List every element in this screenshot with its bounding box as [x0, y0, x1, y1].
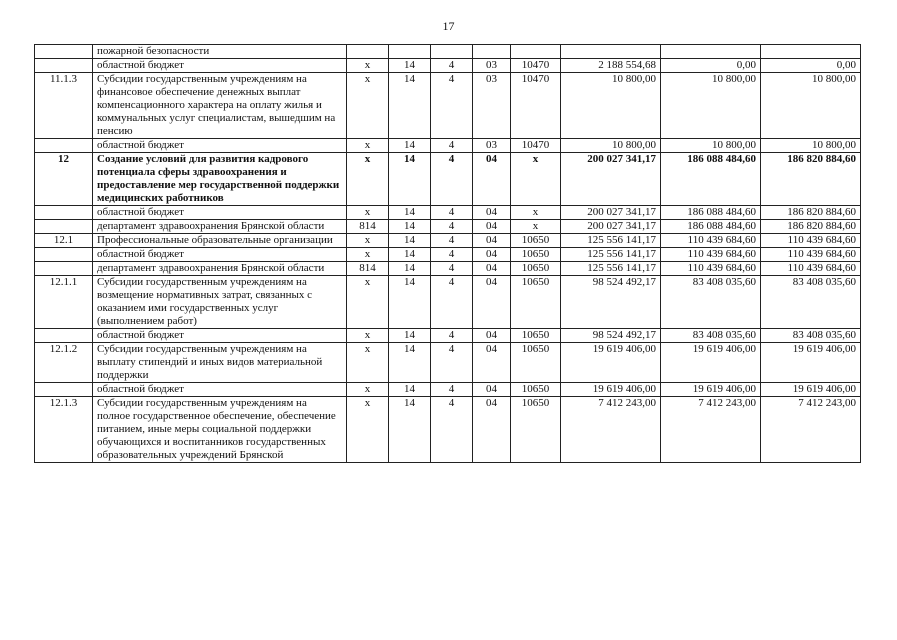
- item-cell: 03: [473, 73, 511, 139]
- code-cell: х: [347, 234, 389, 248]
- amount-year1: 125 556 141,17: [561, 234, 661, 248]
- subsection-cell: [431, 45, 473, 59]
- section-cell: 14: [389, 139, 431, 153]
- subsection-cell: 4: [431, 397, 473, 463]
- row-number: [35, 139, 93, 153]
- item-cell: 03: [473, 59, 511, 73]
- section-cell: 14: [389, 73, 431, 139]
- target-cell: 10470: [511, 139, 561, 153]
- subsection-cell: 4: [431, 248, 473, 262]
- row-number: 12.1.2: [35, 343, 93, 383]
- amount-year3: 19 619 406,00: [761, 383, 861, 397]
- row-name: Субсидии государственным учреждениям на финансовое обеспечение денежных выплат компенсационного характера на оплату жилья и коммунальных услуг специалистам, вышедшим на пенсию: [93, 73, 347, 139]
- table-row: [35, 153, 861, 206]
- amount-year1: 7 412 243,00: [561, 397, 661, 463]
- code-cell: х: [347, 73, 389, 139]
- amount-year1: 19 619 406,00: [561, 343, 661, 383]
- amount-year2: 19 619 406,00: [661, 383, 761, 397]
- target-cell: х: [511, 153, 561, 206]
- code-cell: х: [347, 343, 389, 383]
- amount-year2: 186 088 484,60: [661, 153, 761, 206]
- row-name: областной бюджет: [93, 139, 347, 153]
- code-cell: [347, 45, 389, 59]
- target-cell: 10470: [511, 73, 561, 139]
- row-number: 12.1.3: [35, 397, 93, 463]
- target-cell: [511, 45, 561, 59]
- amount-year2: 110 439 684,60: [661, 262, 761, 276]
- table-row: [35, 262, 861, 276]
- item-cell: [473, 45, 511, 59]
- amount-year3: 186 820 884,60: [761, 153, 861, 206]
- amount-year2: 110 439 684,60: [661, 248, 761, 262]
- target-cell: х: [511, 206, 561, 220]
- amount-year1: [561, 45, 661, 59]
- subsection-cell: 4: [431, 383, 473, 397]
- section-cell: 14: [389, 397, 431, 463]
- row-name: пожарной безопасности: [93, 45, 347, 59]
- amount-year3: 83 408 035,60: [761, 276, 861, 329]
- table-row: [35, 220, 861, 234]
- target-cell: 10650: [511, 276, 561, 329]
- section-cell: 14: [389, 234, 431, 248]
- table-row: [35, 383, 861, 397]
- row-number: [35, 262, 93, 276]
- amount-year1: 200 027 341,17: [561, 206, 661, 220]
- row-number: 12.1: [35, 234, 93, 248]
- row-number: [35, 59, 93, 73]
- subsection-cell: 4: [431, 220, 473, 234]
- table-row: [35, 276, 861, 329]
- table-row: [35, 329, 861, 343]
- amount-year1: 98 524 492,17: [561, 276, 661, 329]
- item-cell: 04: [473, 248, 511, 262]
- table-row: [35, 397, 861, 463]
- section-cell: [389, 45, 431, 59]
- item-cell: 04: [473, 206, 511, 220]
- code-cell: х: [347, 139, 389, 153]
- row-number: [35, 383, 93, 397]
- amount-year1: 98 524 492,17: [561, 329, 661, 343]
- amount-year3: 0,00: [761, 59, 861, 73]
- row-name: Создание условий для развития кадрового потенциала сферы здравоохранения и предоставление мер государственной поддержки медицинских работников: [93, 153, 347, 206]
- table-row: [35, 45, 861, 59]
- subsection-cell: 4: [431, 343, 473, 383]
- amount-year3: 83 408 035,60: [761, 329, 861, 343]
- amount-year1: 125 556 141,17: [561, 248, 661, 262]
- item-cell: 04: [473, 383, 511, 397]
- section-cell: 14: [389, 383, 431, 397]
- section-cell: 14: [389, 343, 431, 383]
- code-cell: х: [347, 153, 389, 206]
- item-cell: 04: [473, 262, 511, 276]
- amount-year2: 83 408 035,60: [661, 276, 761, 329]
- target-cell: 10470: [511, 59, 561, 73]
- section-cell: 14: [389, 276, 431, 329]
- target-cell: 10650: [511, 329, 561, 343]
- amount-year2: 186 088 484,60: [661, 206, 761, 220]
- amount-year2: 10 800,00: [661, 73, 761, 139]
- subsection-cell: 4: [431, 59, 473, 73]
- amount-year3: [761, 45, 861, 59]
- subsection-cell: 4: [431, 153, 473, 206]
- subsection-cell: 4: [431, 262, 473, 276]
- budget-table: [34, 44, 861, 463]
- amount-year2: 7 412 243,00: [661, 397, 761, 463]
- amount-year3: 186 820 884,60: [761, 220, 861, 234]
- table-row: [35, 234, 861, 248]
- row-name: департамент здравоохранения Брянской области: [93, 220, 347, 234]
- row-number: 12: [35, 153, 93, 206]
- amount-year3: 110 439 684,60: [761, 248, 861, 262]
- target-cell: 10650: [511, 397, 561, 463]
- item-cell: 04: [473, 234, 511, 248]
- section-cell: 14: [389, 220, 431, 234]
- subsection-cell: 4: [431, 206, 473, 220]
- item-cell: 04: [473, 397, 511, 463]
- amount-year2: 19 619 406,00: [661, 343, 761, 383]
- amount-year2: [661, 45, 761, 59]
- subsection-cell: 4: [431, 73, 473, 139]
- item-cell: 04: [473, 343, 511, 383]
- target-cell: 10650: [511, 248, 561, 262]
- amount-year2: 110 439 684,60: [661, 234, 761, 248]
- table-row: [35, 139, 861, 153]
- table-row: [35, 73, 861, 139]
- table-row: [35, 206, 861, 220]
- row-name: Профессиональные образовательные организации: [93, 234, 347, 248]
- amount-year2: 83 408 035,60: [661, 329, 761, 343]
- item-cell: 04: [473, 153, 511, 206]
- section-cell: 14: [389, 153, 431, 206]
- amount-year2: 186 088 484,60: [661, 220, 761, 234]
- amount-year2: 0,00: [661, 59, 761, 73]
- target-cell: х: [511, 220, 561, 234]
- row-name: областной бюджет: [93, 59, 347, 73]
- amount-year3: 110 439 684,60: [761, 262, 861, 276]
- row-name: областной бюджет: [93, 248, 347, 262]
- code-cell: х: [347, 383, 389, 397]
- row-name: Субсидии государственным учреждениям на возмещение нормативных затрат, связанных с оказанием ими государственных услуг (выполнением работ): [93, 276, 347, 329]
- code-cell: х: [347, 397, 389, 463]
- row-name: Субсидии государственным учреждениям на полное государственное обеспечение, обеспечение питанием, иные меры социальной поддержки обучающихся и воспитанников государственных образовательных учреждений Брянской: [93, 397, 347, 463]
- section-cell: 14: [389, 59, 431, 73]
- target-cell: 10650: [511, 234, 561, 248]
- subsection-cell: 4: [431, 139, 473, 153]
- item-cell: 04: [473, 276, 511, 329]
- amount-year3: 186 820 884,60: [761, 206, 861, 220]
- amount-year3: 19 619 406,00: [761, 343, 861, 383]
- code-cell: х: [347, 248, 389, 262]
- code-cell: х: [347, 59, 389, 73]
- amount-year3: 110 439 684,60: [761, 234, 861, 248]
- row-name: областной бюджет: [93, 329, 347, 343]
- row-number: [35, 329, 93, 343]
- target-cell: 10650: [511, 383, 561, 397]
- target-cell: 10650: [511, 262, 561, 276]
- amount-year1: 200 027 341,17: [561, 153, 661, 206]
- target-cell: 10650: [511, 343, 561, 383]
- amount-year1: 125 556 141,17: [561, 262, 661, 276]
- section-cell: 14: [389, 329, 431, 343]
- amount-year1: 10 800,00: [561, 139, 661, 153]
- table-row: [35, 248, 861, 262]
- row-name: Субсидии государственным учреждениям на выплату стипендий и иных видов материальной поддержки: [93, 343, 347, 383]
- amount-year1: 2 188 554,68: [561, 59, 661, 73]
- subsection-cell: 4: [431, 234, 473, 248]
- table-body: [35, 45, 861, 463]
- row-number: [35, 220, 93, 234]
- amount-year3: 10 800,00: [761, 139, 861, 153]
- subsection-cell: 4: [431, 329, 473, 343]
- amount-year1: 200 027 341,17: [561, 220, 661, 234]
- subsection-cell: 4: [431, 276, 473, 329]
- section-cell: 14: [389, 206, 431, 220]
- code-cell: 814: [347, 262, 389, 276]
- code-cell: х: [347, 329, 389, 343]
- item-cell: 03: [473, 139, 511, 153]
- table-row: [35, 343, 861, 383]
- amount-year3: 10 800,00: [761, 73, 861, 139]
- item-cell: 04: [473, 220, 511, 234]
- row-number: 11.1.3: [35, 73, 93, 139]
- table-row: [35, 59, 861, 73]
- row-name: департамент здравоохранения Брянской области: [93, 262, 347, 276]
- amount-year2: 10 800,00: [661, 139, 761, 153]
- row-name: областной бюджет: [93, 383, 347, 397]
- row-number: [35, 45, 93, 59]
- amount-year1: 19 619 406,00: [561, 383, 661, 397]
- code-cell: х: [347, 206, 389, 220]
- amount-year3: 7 412 243,00: [761, 397, 861, 463]
- section-cell: 14: [389, 262, 431, 276]
- code-cell: х: [347, 276, 389, 329]
- section-cell: 14: [389, 248, 431, 262]
- code-cell: 814: [347, 220, 389, 234]
- page-number: 17: [442, 19, 455, 33]
- amount-year1: 10 800,00: [561, 73, 661, 139]
- item-cell: 04: [473, 329, 511, 343]
- row-name: областной бюджет: [93, 206, 347, 220]
- row-number: [35, 206, 93, 220]
- row-number: 12.1.1: [35, 276, 93, 329]
- row-number: [35, 248, 93, 262]
